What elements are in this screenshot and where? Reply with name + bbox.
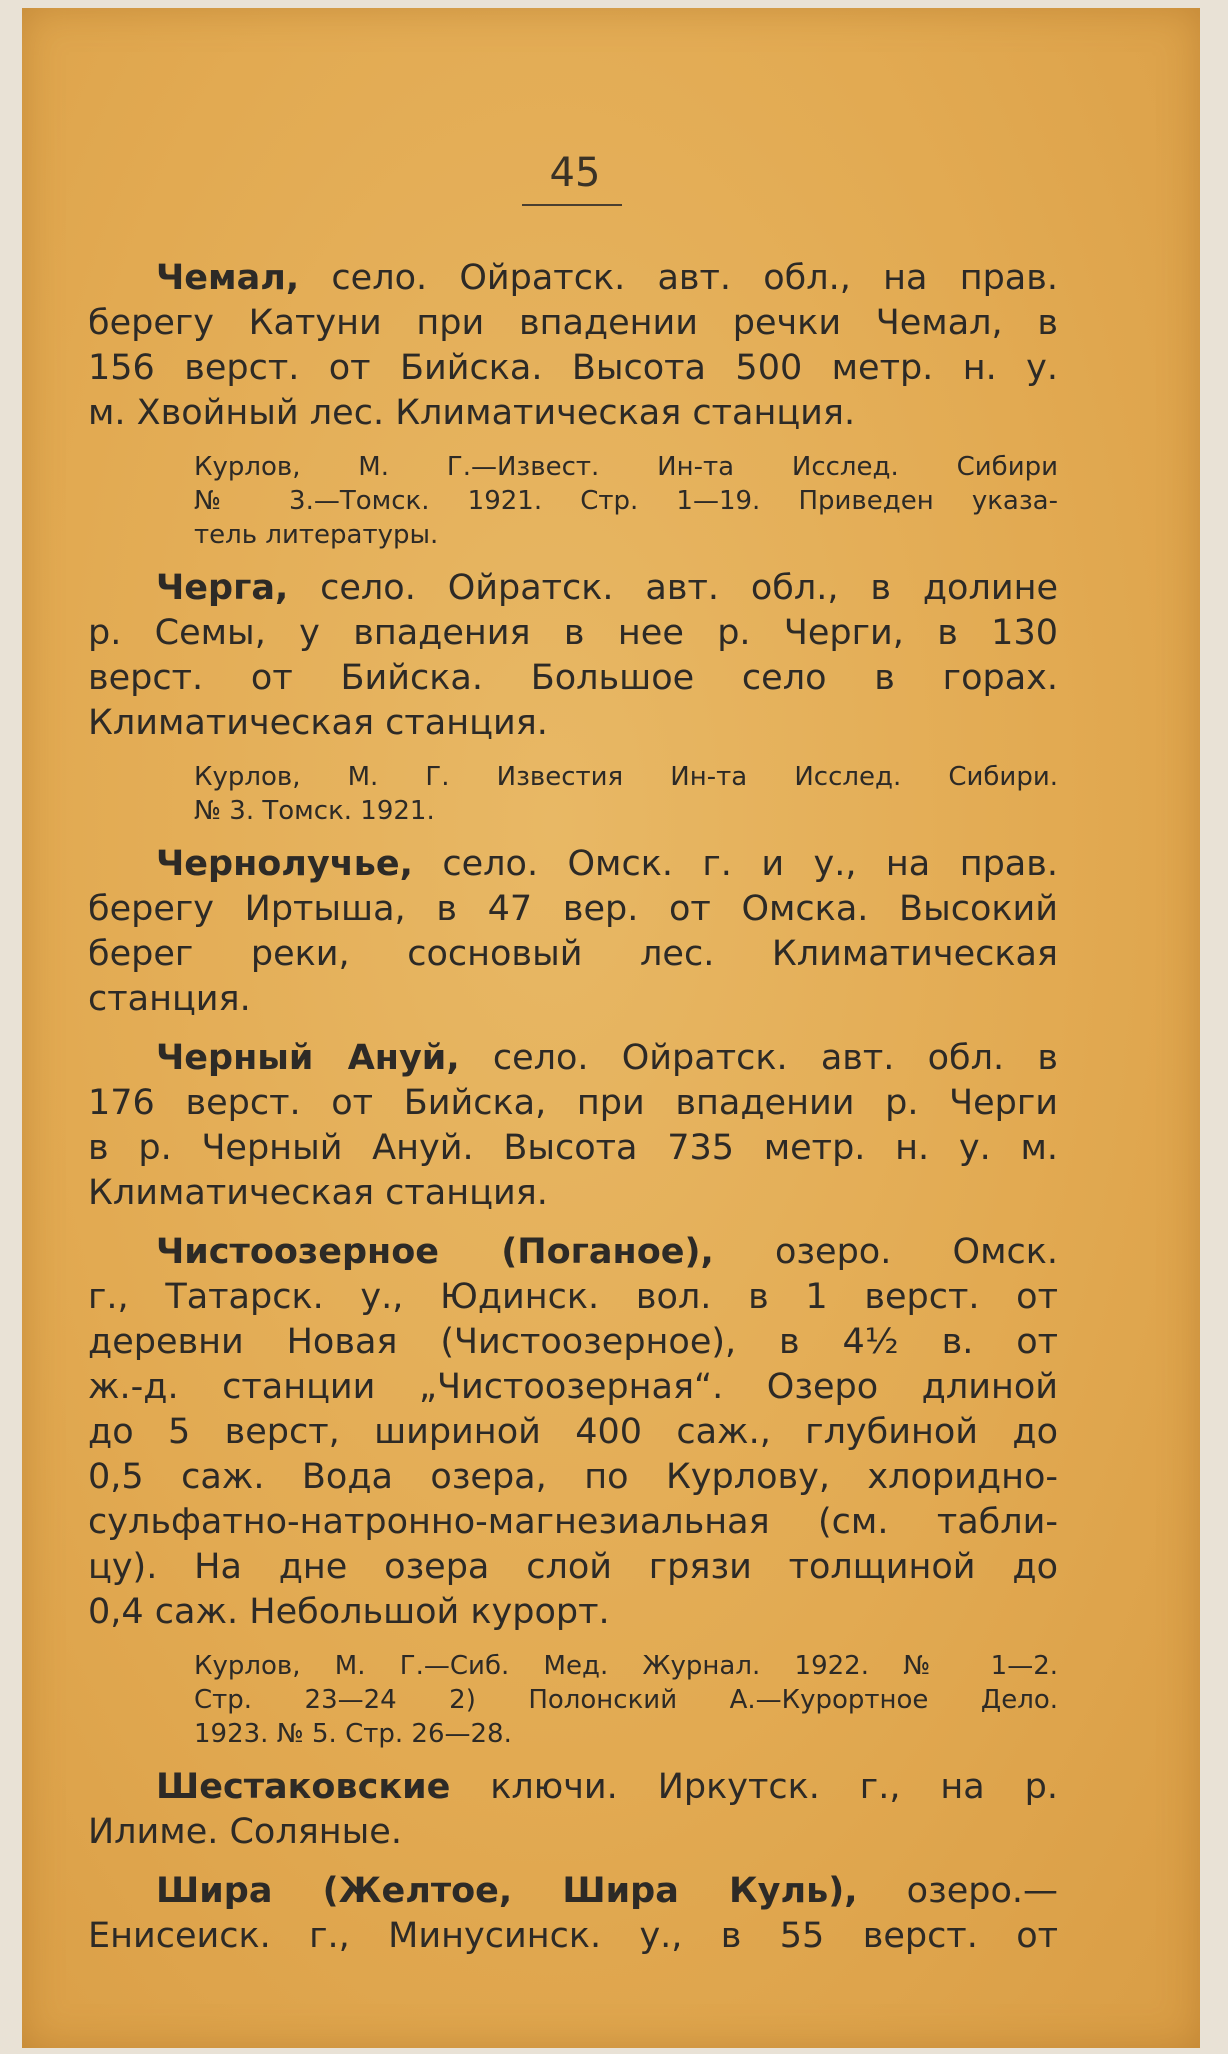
entry-line: р. Семы, у впадения в нее р. Черги, в 130 — [88, 613, 1058, 653]
entry-line: станция. — [88, 979, 251, 1019]
entry-title: Черга, — [156, 568, 289, 608]
reference-cherga — [88, 760, 1058, 828]
entry-first-line: Шира (Желтое, Шира Куль), озеро.— — [156, 1871, 1058, 1911]
entry-shestakovskie — [88, 1765, 1058, 1855]
entry-line: Енисеиск. г., Минусинск. у., в 55 верст. от — [88, 1916, 1058, 1956]
entry-line: берег реки, сосновый лес. Климатическая — [88, 934, 1058, 974]
entry-line: цу). На дне озера слой грязи толщиной до — [88, 1547, 1058, 1587]
entry-line: берегу Катуни при впадении речки Чемал, в — [88, 303, 1058, 343]
reference-line: Курлов, М. Г.—Извест. Ин-та Исслед. Сибири — [194, 452, 1058, 482]
entry-first-line: Шестаковские ключи. Иркутск. г., на р. — [156, 1767, 1058, 1807]
entry-cherny-anuy — [88, 1036, 1058, 1216]
reference-line: № 3. Томск. 1921. — [194, 796, 435, 826]
entry-shira — [88, 1869, 1058, 1959]
reference-line: 1923. № 5. Стр. 26—28. — [194, 1719, 512, 1749]
entry-title: Черный Ануй, — [156, 1038, 460, 1078]
entry-line: Илиме. Соляные. — [88, 1812, 402, 1852]
entry-line: деревни Новая (Чистоозерное), в 4½ в. от — [88, 1322, 1058, 1362]
page-number: 45 — [549, 150, 601, 196]
entry-line: сульфатно-натронно-магнезиальная (см. табли- — [88, 1502, 1058, 1542]
entry-title: Шестаковские — [156, 1767, 451, 1807]
entry-first-line: Чистоозерное (Поганое), озеро. Омск. — [156, 1232, 1058, 1272]
entry-line: Климатическая станция. — [88, 703, 548, 743]
entry-line: 156 верст. от Бийска. Высота 500 метр. н. у. — [88, 348, 1058, 388]
entry-first-line: Чернолучье, село. Омск. г. и у., на прав. — [156, 844, 1058, 884]
entry-line: м. Хвойный лес. Климатическая станция. — [88, 393, 856, 433]
entry-chistoozernoe — [88, 1230, 1058, 1635]
entry-title: Шира (Желтое, Шира Куль), — [156, 1871, 858, 1911]
entry-line: в р. Черный Ануй. Высота 735 метр. н. у. м. — [88, 1128, 1058, 1168]
reference-line: Стр. 23—24 2) Полонский А.—Курортное Дело. — [194, 1685, 1058, 1715]
entry-line: верст. от Бийска. Большое село в горах. — [88, 658, 1058, 698]
entry-chernoluchye — [88, 842, 1058, 1022]
entry-line: г., Татарск. у., Юдинск. вол. в 1 верст. от — [88, 1277, 1058, 1317]
reference-chistoozernoe — [88, 1649, 1058, 1751]
entry-cherga — [88, 566, 1058, 746]
entry-first-line: Черга, село. Ойратск. авт. обл., в долине — [156, 568, 1058, 608]
entry-line: берегу Иртыша, в 47 вер. от Омска. Высокий — [88, 889, 1058, 929]
entry-line: до 5 верст, шириной 400 саж., глубиной до — [88, 1412, 1058, 1452]
page-number-rule — [522, 204, 622, 206]
entry-line: 0,5 саж. Вода озера, по Курлову, хлоридно- — [88, 1457, 1058, 1497]
entry-first-line: Чемал, село. Ойратск. авт. обл., на прав. — [156, 258, 1058, 298]
page-text — [88, 256, 1058, 1973]
entry-title: Чистоозерное (Поганое), — [156, 1232, 714, 1272]
entry-first-line: Черный Ануй, село. Ойратск. авт. обл. в — [156, 1038, 1058, 1078]
entry-chemal — [88, 256, 1058, 436]
entry-line: ж.-д. станции „Чистоозерная“. Озеро длиной — [88, 1367, 1058, 1407]
entry-line: Климатическая станция. — [88, 1173, 548, 1213]
entry-line: 0,4 саж. Небольшой курорт. — [88, 1592, 610, 1632]
reference-chemal — [88, 450, 1058, 552]
entry-line: 176 верст. от Бийска, при впадении р. Черги — [88, 1083, 1058, 1123]
reference-line: Курлов, М. Г.—Сиб. Мед. Журнал. 1922. № 1—2. — [194, 1651, 1058, 1681]
reference-line: Курлов, М. Г. Известия Ин-та Исслед. Сибири. — [194, 762, 1058, 792]
reference-line: тель литературы. — [194, 520, 439, 550]
entry-title: Чернолучье, — [156, 844, 413, 884]
reference-line: № 3.—Томск. 1921. Стр. 1—19. Приведен указа- — [194, 486, 1058, 516]
entry-title: Чемал, — [156, 258, 300, 298]
